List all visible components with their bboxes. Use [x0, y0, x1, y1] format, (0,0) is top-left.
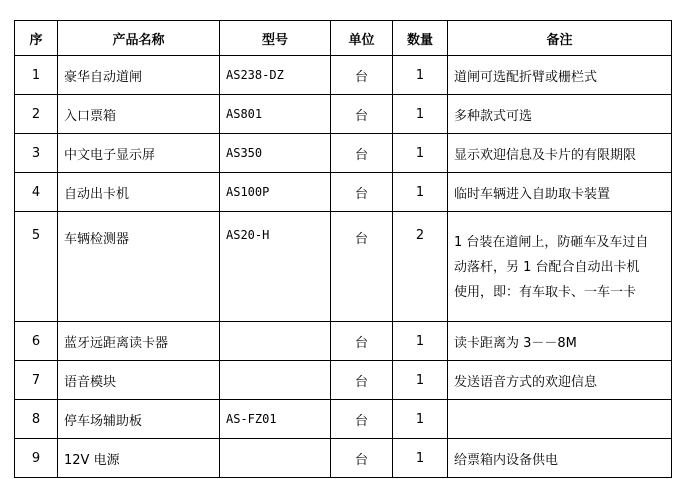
header-seq: 序	[15, 21, 58, 56]
cell-qty: 1	[393, 134, 448, 173]
table-row	[15, 439, 672, 478]
cell-seq: 1	[15, 56, 58, 95]
table-row	[15, 322, 672, 361]
cell-model	[220, 322, 331, 361]
cell-unit: 台	[331, 322, 393, 361]
cell-name: 12V 电源	[58, 439, 220, 478]
cell-model	[220, 439, 331, 478]
cell-model	[220, 361, 331, 400]
table-row	[15, 400, 672, 439]
cell-seq: 2	[15, 95, 58, 134]
cell-qty: 1	[393, 173, 448, 212]
cell-name: 停车场辅助板	[58, 400, 220, 439]
header-unit: 单位	[331, 21, 393, 56]
cell-qty: 1	[393, 322, 448, 361]
cell-seq: 9	[15, 439, 58, 478]
table-header-row	[15, 21, 672, 56]
cell-unit: 台	[331, 361, 393, 400]
cell-remark: 发送语音方式的欢迎信息	[448, 361, 672, 400]
cell-remark	[448, 212, 672, 322]
cell-seq: 3	[15, 134, 58, 173]
cell-model: AS801	[220, 95, 331, 134]
table-row	[15, 56, 672, 95]
cell-remark: 多种款式可选	[448, 95, 672, 134]
cell-seq: 7	[15, 361, 58, 400]
cell-name: 豪华自动道闸	[58, 56, 220, 95]
cell-unit: 台	[331, 134, 393, 173]
cell-remark: 临时车辆进入自助取卡装置	[448, 173, 672, 212]
remark-line: 1 台装在道闸上，防砸车及车过自	[454, 235, 649, 250]
cell-model: AS350	[220, 134, 331, 173]
cell-remark: 显示欢迎信息及卡片的有限期限	[448, 134, 672, 173]
cell-qty: 1	[393, 439, 448, 478]
cell-remark	[448, 400, 672, 439]
cell-qty: 2	[393, 212, 448, 322]
cell-unit: 台	[331, 212, 393, 322]
cell-name: 蓝牙远距离读卡器	[58, 322, 220, 361]
cell-unit: 台	[331, 400, 393, 439]
cell-remark: 道闸可选配折臂或栅栏式	[448, 56, 672, 95]
cell-unit: 台	[331, 56, 393, 95]
header-model: 型号	[220, 21, 331, 56]
cell-seq: 6	[15, 322, 58, 361]
remark-line: 使用，即：有车取卡、一车一卡	[454, 285, 637, 300]
cell-unit: 台	[331, 95, 393, 134]
cell-name: 自动出卡机	[58, 173, 220, 212]
cell-qty: 1	[393, 361, 448, 400]
cell-seq: 5	[15, 212, 58, 322]
table-row	[15, 361, 672, 400]
cell-name: 语音模块	[58, 361, 220, 400]
cell-unit: 台	[331, 439, 393, 478]
header-name: 产品名称	[58, 21, 220, 56]
cell-qty: 1	[393, 56, 448, 95]
cell-model: AS238-DZ	[220, 56, 331, 95]
remark-line: 动落杆，另 1 台配合自动出卡机	[454, 260, 640, 275]
product-table	[14, 20, 672, 478]
table-row	[15, 212, 672, 322]
cell-model: AS20-H	[220, 212, 331, 322]
cell-remark: 给票箱内设备供电	[448, 439, 672, 478]
cell-qty: 1	[393, 400, 448, 439]
cell-remark: 读卡距离为 3－－8M	[448, 322, 672, 361]
header-remark: 备注	[448, 21, 672, 56]
cell-name: 入口票箱	[58, 95, 220, 134]
cell-name: 中文电子显示屏	[58, 134, 220, 173]
cell-model: AS-FZ01	[220, 400, 331, 439]
header-qty: 数量	[393, 21, 448, 56]
cell-qty: 1	[393, 95, 448, 134]
cell-model: AS100P	[220, 173, 331, 212]
cell-name: 车辆检测器	[58, 212, 220, 322]
cell-unit: 台	[331, 173, 393, 212]
cell-seq: 8	[15, 400, 58, 439]
cell-seq: 4	[15, 173, 58, 212]
table-row	[15, 95, 672, 134]
table-row	[15, 173, 672, 212]
table-row	[15, 134, 672, 173]
